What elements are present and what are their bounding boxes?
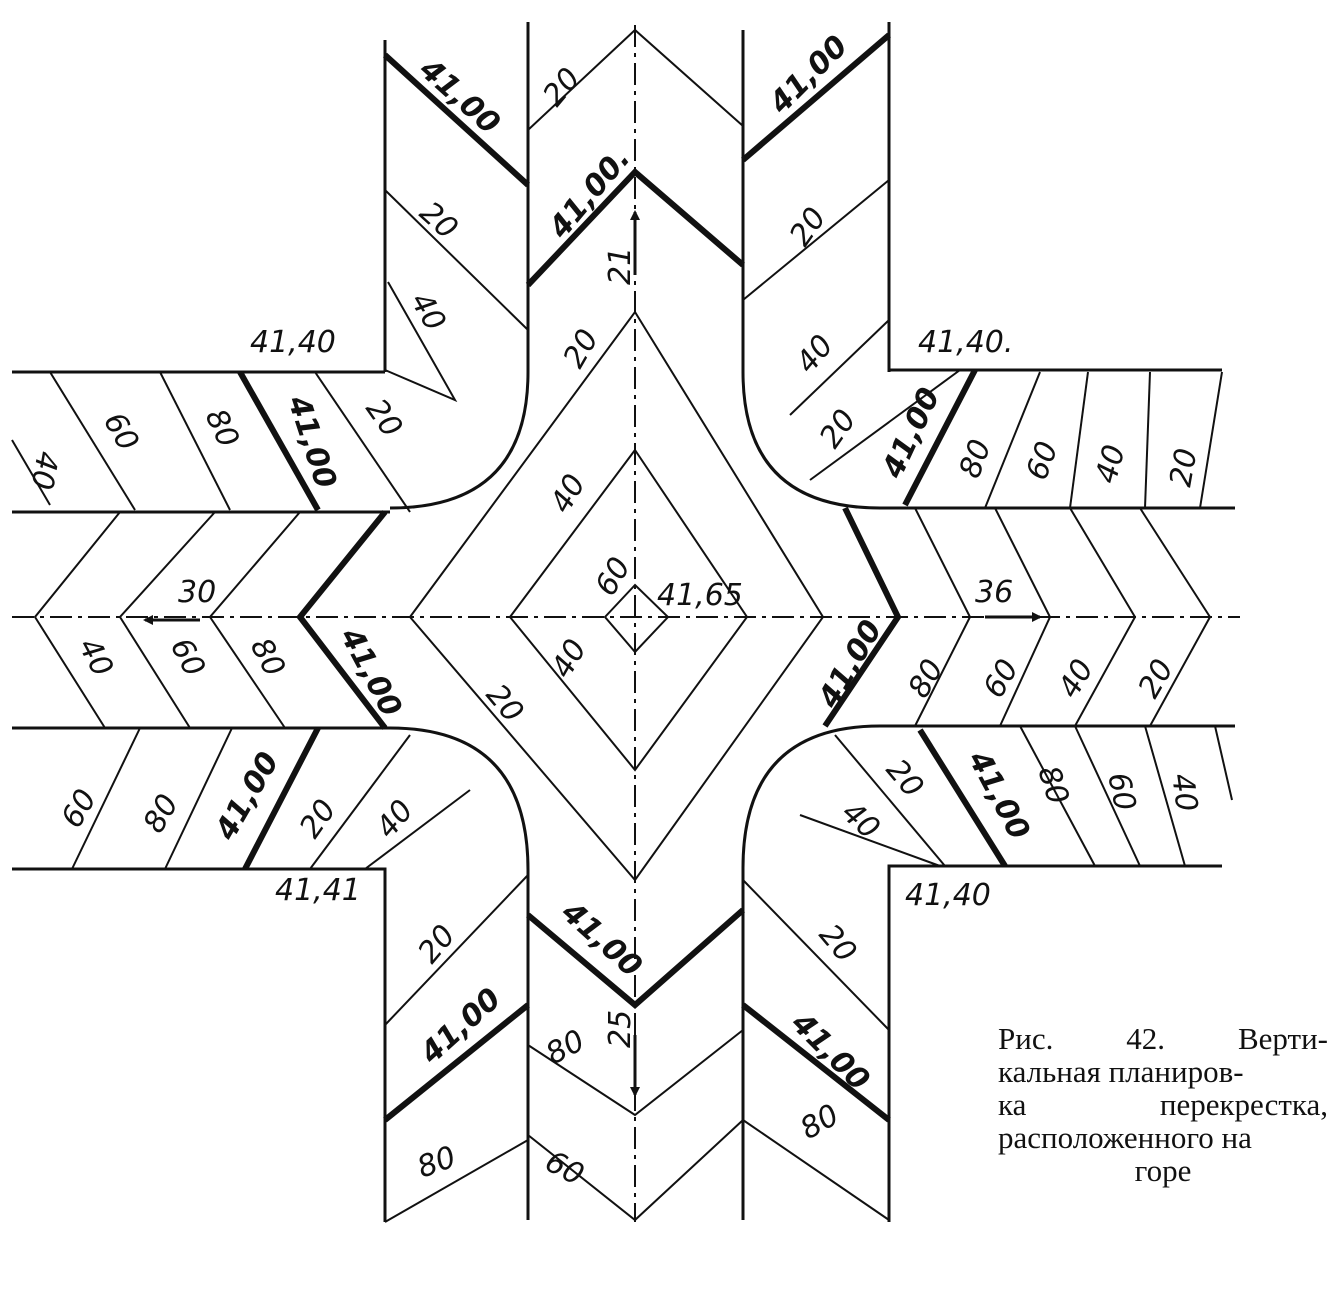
west-slope-value: 30 xyxy=(178,575,217,610)
south-right-41-00: 41,00 xyxy=(784,1005,877,1098)
west-top-60: 60 xyxy=(96,406,146,458)
caption-fig-label: Рис. xyxy=(998,1021,1054,1056)
north-left-41-00: 41,00 xyxy=(412,51,507,142)
north-slope-value: 21 xyxy=(603,246,638,285)
west-road-80: 80 xyxy=(242,632,292,683)
east-top-20-inner: 20 xyxy=(812,403,864,455)
south-right-20: 20 xyxy=(811,917,864,970)
caption-line-2 xyxy=(998,1055,1328,1088)
caption-word-5: расположенного на xyxy=(998,1120,1252,1155)
south-road-41-00: 41,00 xyxy=(554,894,649,985)
west-top-80: 80 xyxy=(197,403,246,453)
west-bottom-60: 60 xyxy=(54,783,105,834)
south-road-60: 60 xyxy=(539,1144,590,1193)
east-bottom-40-outer: 40 xyxy=(1164,771,1205,814)
south-left-80: 80 xyxy=(412,1139,461,1186)
caption-line-1 xyxy=(998,1022,1328,1055)
west-road-41-00: 41,00 xyxy=(332,622,409,723)
caption-word-3: ка xyxy=(998,1087,1027,1122)
north-left-20: 20 xyxy=(412,194,465,247)
east-road-80: 80 xyxy=(901,653,952,704)
center-elevation: 41,65 xyxy=(657,578,743,613)
south-left-20: 20 xyxy=(411,918,463,971)
east-road-20: 20 xyxy=(1131,653,1182,704)
north-lane-41-00: 41,00. xyxy=(542,141,638,246)
figure-caption xyxy=(998,1022,1328,1187)
south-right-80: 80 xyxy=(794,1097,846,1147)
west-top-40: 40 xyxy=(23,448,65,493)
west-bottom-20: 20 xyxy=(292,793,344,845)
east-top-20: 20 xyxy=(1163,445,1205,490)
corner-elevation-top-left: 41,40 xyxy=(250,325,336,360)
east-top-60: 60 xyxy=(1019,436,1066,485)
center-ring-40-lower: 40 xyxy=(544,633,595,684)
west-top-20: 20 xyxy=(358,392,410,444)
center-ring-20-upper: 20 xyxy=(556,323,607,374)
east-road-41-00: 41,00 xyxy=(811,614,890,714)
caption-word-6: горе xyxy=(1134,1153,1192,1188)
east-top-40: 40 xyxy=(1088,441,1133,488)
east-top-80: 80 xyxy=(952,434,999,483)
north-right-20: 20 xyxy=(782,201,834,253)
west-bottom-40: 40 xyxy=(369,793,421,846)
north-lane-20: 20 xyxy=(536,61,588,114)
north-right-40: 40 xyxy=(789,328,841,381)
caption-word-2: кальная планиров- xyxy=(998,1054,1244,1089)
corner-elevation-top-right: 41,40. xyxy=(918,325,1014,360)
caption-fig-number: 42. xyxy=(1126,1021,1166,1056)
west-bottom-80: 80 xyxy=(136,788,187,839)
north-left-40: 40 xyxy=(403,286,453,338)
east-road-60: 60 xyxy=(976,653,1027,704)
center-ring-20-lower: 20 xyxy=(478,677,531,730)
west-bottom-41-00: 41,00 xyxy=(208,746,287,846)
elevation-labels xyxy=(23,29,1204,1193)
caption-line-3 xyxy=(998,1088,1328,1121)
corner-elevation-bottom-right: 41,40 xyxy=(905,878,991,913)
west-bottom-property-line xyxy=(12,869,385,1222)
caption-line-4 xyxy=(998,1121,1328,1154)
east-bottom-60: 60 xyxy=(1100,769,1143,815)
east-top-41-00: 41,00 xyxy=(875,382,948,484)
south-road-80: 80 xyxy=(540,1023,591,1073)
caption-line-5 xyxy=(998,1154,1328,1187)
west-road-40: 40 xyxy=(70,632,120,683)
east-bottom-80: 80 xyxy=(1030,761,1076,809)
center-ring-60: 60 xyxy=(588,551,639,602)
east-slope-value: 36 xyxy=(975,575,1014,610)
west-road-60: 60 xyxy=(162,632,212,683)
center-ring-40-upper: 40 xyxy=(543,468,594,519)
east-bottom-41-00: 41,00 xyxy=(960,745,1037,846)
caption-word-1: Верти- xyxy=(1238,1021,1328,1056)
east-bottom-20: 20 xyxy=(878,752,931,805)
corner-elevation-bottom-left: 41,41 xyxy=(275,873,361,908)
east-road-40: 40 xyxy=(1051,653,1102,704)
north-right-41-00: 41,00 xyxy=(762,28,855,121)
south-slope-value: 25 xyxy=(603,1009,638,1048)
west-top-41-00: 41,00 xyxy=(280,391,344,493)
east-bottom-40: 40 xyxy=(834,794,887,847)
caption-word-4: перекрестка, xyxy=(1159,1087,1328,1122)
south-left-41-00: 41,00 xyxy=(413,981,508,1071)
